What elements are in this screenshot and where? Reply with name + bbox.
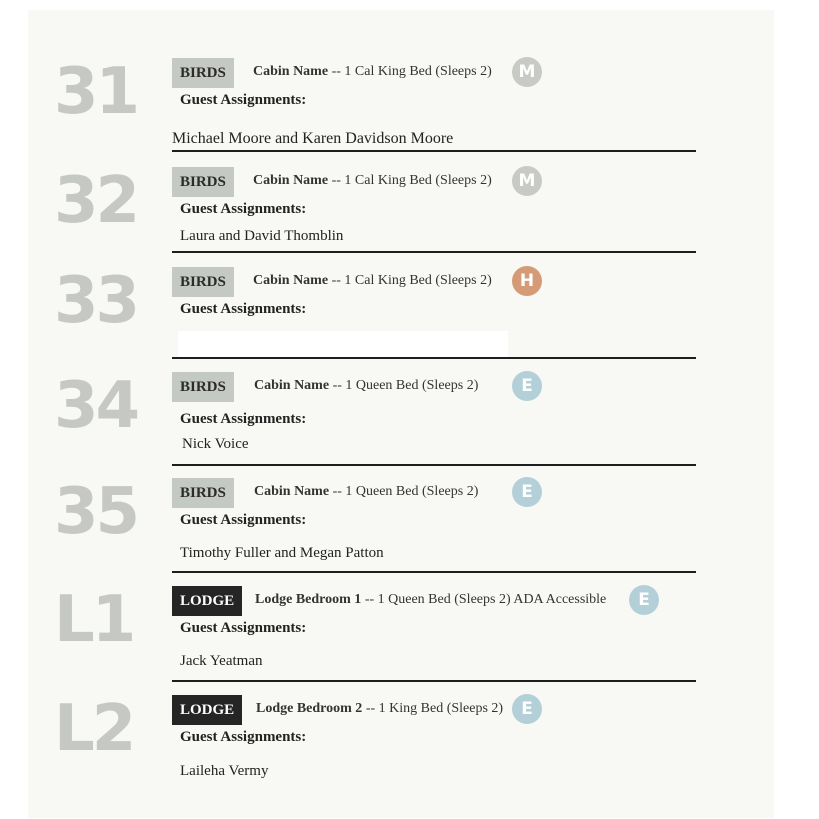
room-assignment-sheet xyxy=(28,10,774,818)
room-number: 34 xyxy=(54,369,138,443)
room-name: Cabin Name xyxy=(253,273,329,288)
room-number: 31 xyxy=(54,55,138,129)
room-class-badge: E xyxy=(512,477,542,507)
guest-assignments-label: Guest Assignments: xyxy=(180,301,307,317)
room-description xyxy=(256,701,503,717)
room-number: 33 xyxy=(54,264,138,338)
guest-names: Laileha Vermy xyxy=(180,763,269,779)
guest-assignments-label: Guest Assignments: xyxy=(180,620,307,636)
building-tag: BIRDS xyxy=(172,478,234,508)
section-divider xyxy=(172,571,696,573)
room-name: Cabin Name xyxy=(254,378,330,393)
section-divider xyxy=(172,680,696,682)
room-name: Lodge Bedroom 2 xyxy=(256,701,363,716)
guest-assignments-label: Guest Assignments: xyxy=(180,512,307,528)
room-detail: -- 1 Queen Bed (Sleeps 2) ADA Accessible xyxy=(361,592,607,607)
room-description xyxy=(253,273,492,289)
room-detail: -- 1 Queen Bed (Sleeps 2) xyxy=(329,484,479,499)
empty-guest-field xyxy=(178,331,508,359)
guest-names: Nick Voice xyxy=(182,436,249,452)
room-class-badge: M xyxy=(512,166,542,196)
guest-assignments-label: Guest Assignments: xyxy=(180,92,307,108)
guest-names: Michael Moore and Karen Davidson Moore xyxy=(172,130,454,147)
room-number: 32 xyxy=(54,164,138,238)
building-tag: BIRDS xyxy=(172,267,234,297)
room-name: Cabin Name xyxy=(254,484,330,499)
building-tag: BIRDS xyxy=(172,167,234,197)
room-description xyxy=(254,378,478,394)
room-number: 35 xyxy=(54,475,138,549)
room-detail: -- 1 Cal King Bed (Sleeps 2) xyxy=(328,173,492,188)
guest-names: Jack Yeatman xyxy=(180,653,263,669)
room-description xyxy=(254,484,478,500)
section-divider xyxy=(172,464,696,466)
room-description xyxy=(253,64,492,80)
room-description xyxy=(255,592,606,608)
guest-names: Laura and David Thomblin xyxy=(180,228,344,244)
building-tag: BIRDS xyxy=(172,372,234,402)
building-tag: BIRDS xyxy=(172,58,234,88)
section-divider xyxy=(172,357,696,359)
guest-assignments-label: Guest Assignments: xyxy=(180,729,307,745)
room-detail: -- 1 Cal King Bed (Sleeps 2) xyxy=(328,64,492,79)
guest-names: Timothy Fuller and Megan Patton xyxy=(180,545,384,561)
room-class-badge: E xyxy=(512,371,542,401)
room-description xyxy=(253,173,492,189)
room-detail: -- 1 Cal King Bed (Sleeps 2) xyxy=(328,273,492,288)
section-divider xyxy=(172,150,696,152)
room-name: Cabin Name xyxy=(253,64,329,79)
room-class-badge: E xyxy=(629,585,659,615)
room-class-badge: E xyxy=(512,694,542,724)
section-divider xyxy=(172,251,696,253)
room-name: Cabin Name xyxy=(253,173,329,188)
room-detail: -- 1 Queen Bed (Sleeps 2) xyxy=(329,378,479,393)
guest-assignments-label: Guest Assignments: xyxy=(180,201,307,217)
guest-assignments-label: Guest Assignments: xyxy=(180,411,307,427)
room-number: L2 xyxy=(54,692,134,766)
room-detail: -- 1 King Bed (Sleeps 2) xyxy=(362,701,504,716)
room-name: Lodge Bedroom 1 xyxy=(255,592,362,607)
room-class-badge: H xyxy=(512,266,542,296)
building-tag: LODGE xyxy=(172,695,242,725)
building-tag: LODGE xyxy=(172,586,242,616)
room-number: L1 xyxy=(54,583,134,657)
room-class-badge: M xyxy=(512,57,542,87)
